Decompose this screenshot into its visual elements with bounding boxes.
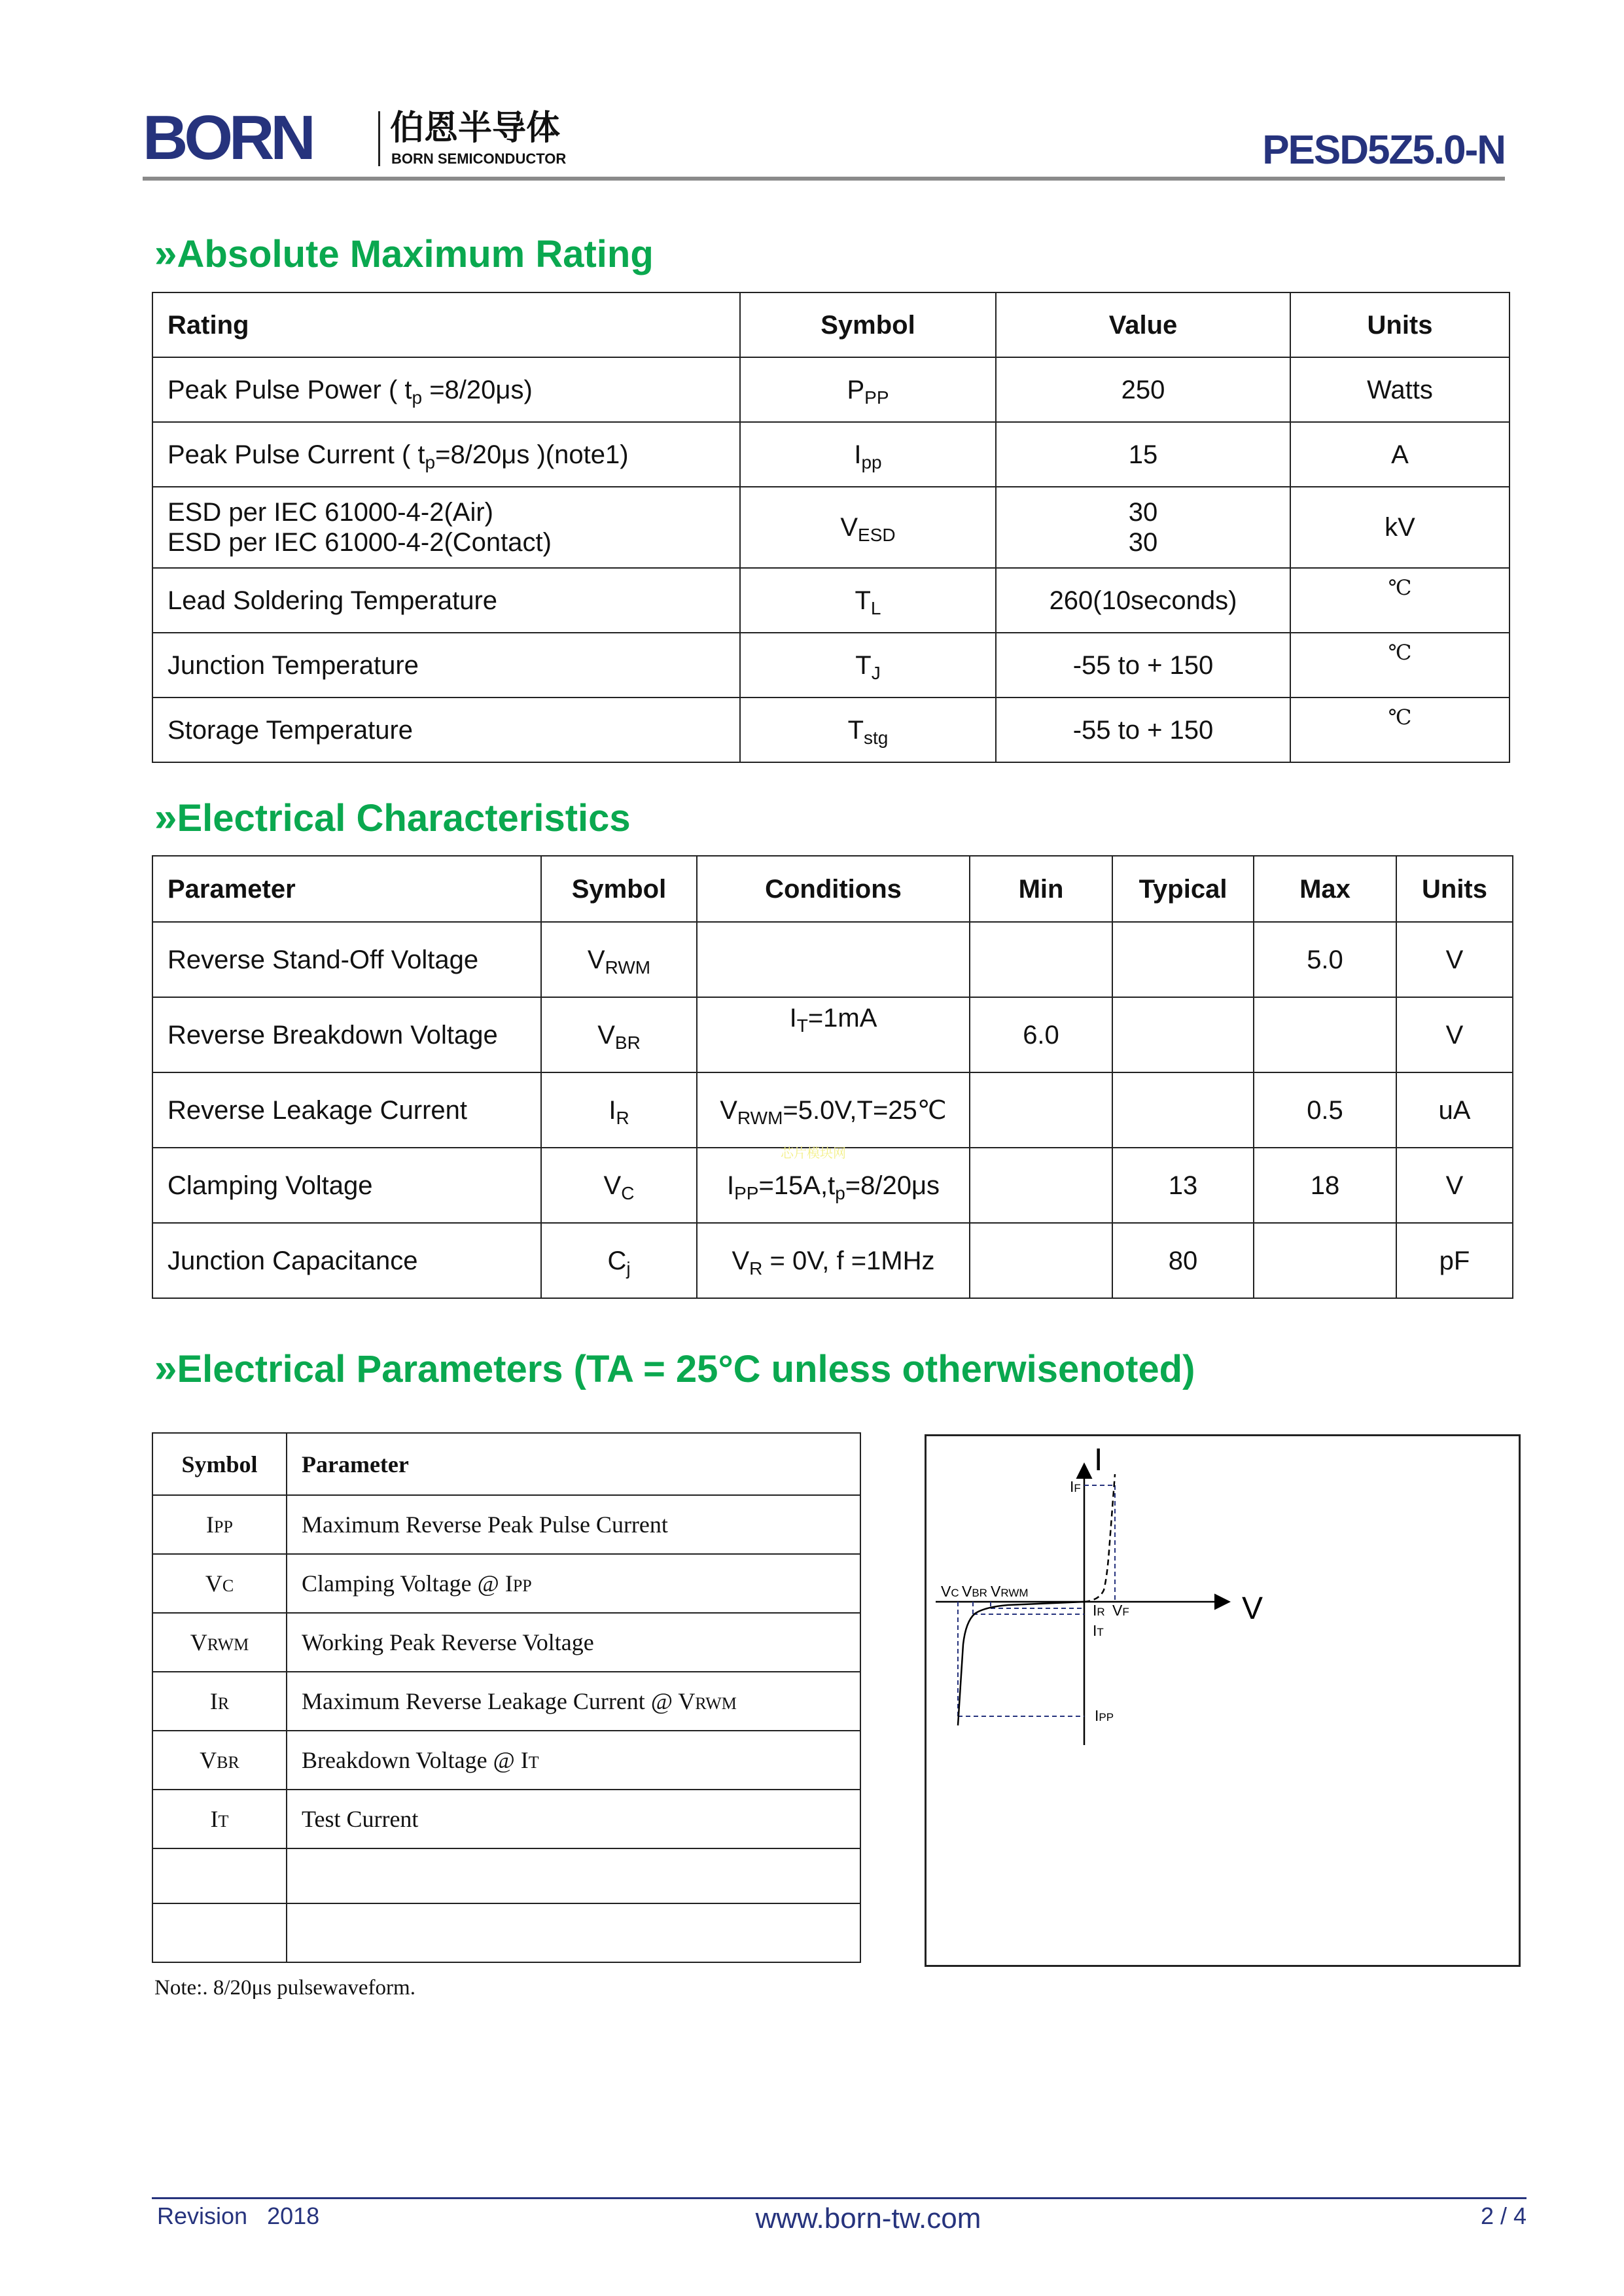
cell-text: =5.0V,T=25℃ [783,1095,947,1125]
label-if: IF [1070,1478,1081,1495]
column-header: Value [996,292,1290,357]
table-cell [287,1848,860,1903]
cell-text: 13 [1168,1171,1198,1200]
cell-text: uA [1438,1095,1471,1125]
table-cell [1396,1148,1513,1223]
table-row [152,1848,860,1903]
cell-text: ℃ [1388,640,1412,665]
cell-text: Working Peak Reverse Voltage [302,1629,594,1655]
table-row [152,997,1513,1072]
table-cell [740,568,996,633]
header-row [152,292,1509,357]
table-cell [1112,997,1254,1072]
section-title-text: Electrical Characteristics [177,797,631,839]
cell-text: ℃ [1388,575,1412,600]
table-cell [740,357,996,422]
table-cell [1290,568,1509,633]
column-header: Symbol [740,292,996,357]
website-link[interactable]: www.born-tw.com [755,2202,981,2234]
cell-text: Junction Capacitance [168,1246,418,1275]
table-cell [287,1731,860,1790]
table-row [152,357,1509,422]
table-cell [152,487,740,568]
header-row [152,1433,860,1495]
table-cell [152,1903,287,1962]
cell-text: 30 [1128,528,1158,557]
table-cell [996,698,1290,762]
cell-text: Reverse Leakage Current [168,1095,468,1125]
forward-curve [1084,1474,1115,1602]
table-cell [541,922,697,997]
cell-text: V [587,945,605,974]
table-cell [1290,633,1509,698]
table-cell [996,357,1290,422]
cell-text: Clamping Voltage [168,1171,373,1200]
table-row [152,568,1509,633]
table-row [152,633,1509,698]
table-cell [996,487,1290,568]
table-cell [1396,1072,1513,1148]
table-cell [1254,1148,1396,1223]
cell-text: Reverse Stand-Off Voltage [168,945,479,974]
table-cell [152,1223,541,1298]
table-row [152,1790,860,1848]
section-elec-param-title [154,1345,1195,1392]
table-row [152,698,1509,762]
label-it: IT [1093,1622,1104,1639]
table-cell [287,1554,860,1613]
table-cell [541,1148,697,1223]
table-cell [1254,1072,1396,1148]
cell-text: kV [1385,513,1415,542]
cell-text: Test Current [302,1806,419,1832]
subscript: p [425,451,436,472]
table-row [152,1731,860,1790]
cell-text: Maximum Reverse Peak Pulse Current [302,1511,668,1538]
cell-text: I [726,1171,735,1200]
cell-text: 18 [1310,1171,1340,1200]
subscript: T [528,1753,539,1772]
cell-text: V [205,1570,222,1597]
column-header: Units [1396,856,1513,922]
cell-text: Peak Pulse Power ( t [168,375,412,404]
cell-text: -55 to + 150 [1072,650,1214,680]
cell-text: I [210,1806,219,1832]
column-header: Max [1254,856,1396,922]
cell-text: Clamping Voltage @ I [302,1570,513,1597]
table-cell [996,633,1290,698]
table-cell [152,922,541,997]
cell-text: V [1445,1171,1464,1200]
table-cell [152,357,740,422]
table-row [152,1495,860,1554]
cell-text: 6.0 [1023,1020,1059,1050]
cell-text: Reverse Breakdown Voltage [168,1020,498,1050]
cell-text: Maximum Reverse Leakage Current @ V [302,1688,696,1714]
column-header: Parameter [152,856,541,922]
cell-text: 30 [1128,498,1158,527]
table-cell [152,1495,287,1554]
subscript: PP [512,1576,532,1595]
table-cell [1254,997,1396,1072]
subscript: PP [214,1517,233,1536]
subscript: j [626,1258,631,1279]
table-cell [1112,1223,1254,1298]
table-row [152,1072,1513,1148]
page-number: 2 / 4 [1480,2202,1527,2229]
table-cell [740,633,996,698]
subscript: ESD [858,525,896,545]
table-row [152,1903,860,1962]
column-header: Conditions [697,856,970,922]
subscript: C [222,1576,234,1595]
column-header: Units [1290,292,1509,357]
column-header: Min [970,856,1112,922]
cell-text: V [1445,1020,1464,1050]
cell-text: =1mA [807,1004,877,1033]
table-row [152,1554,860,1613]
label-vc: VC [941,1583,959,1600]
parameter-definitions-table [152,1432,861,1963]
cell-text: 80 [1168,1246,1198,1275]
table-cell [1396,1223,1513,1298]
table-cell [152,568,740,633]
cell-text: A [1391,440,1409,469]
table-cell [697,1223,970,1298]
table-cell [996,568,1290,633]
header-divider [143,177,1505,181]
cell-text: V [190,1629,207,1655]
cell-text: Breakdown Voltage @ I [302,1747,529,1773]
cell-text: ESD per IEC 61000-4-2(Air) [168,498,493,527]
subscript: RWM [605,957,651,978]
table-cell [152,633,740,698]
label-ipp: IPP [1095,1707,1114,1724]
table-cell [1396,997,1513,1072]
header-row [152,856,1513,922]
table-cell [1112,1072,1254,1148]
table-cell [152,1731,287,1790]
table-cell [287,1790,860,1848]
logo-chinese: 伯恩半导体 [390,109,561,147]
cell-text: 0.5 [1307,1095,1343,1125]
subscript: C [621,1182,635,1203]
column-header: Rating [152,292,740,357]
cell-text: V [720,1095,737,1125]
section-title-text: Electrical Parameters (TA = 25°C unless otherwisenoted) [177,1348,1195,1390]
table-cell [287,1903,860,1962]
table-cell [287,1495,860,1554]
subscript: J [871,662,881,683]
table-row [152,487,1509,568]
cell-text: V [603,1171,622,1200]
column-header: Typical [1112,856,1254,922]
subscript: T [796,1016,808,1036]
subscript: RWM [695,1694,737,1713]
cell-text: V [1445,945,1464,974]
footer-divider [152,2197,1527,2199]
cell-text: 15 [1128,440,1158,469]
table-cell [287,1613,860,1672]
chevron-icon: » [154,231,177,276]
cell-text: =8/20μs [845,1171,940,1200]
column-header: Symbol [541,856,697,922]
table-cell [970,1148,1112,1223]
logo-english: BORN SEMICONDUCTOR [391,150,567,167]
subscript: RWM [737,1107,783,1128]
electrical-characteristics-table [152,855,1513,1299]
table-row [152,1223,1513,1298]
cell-text: T [855,650,872,680]
table-cell [152,1554,287,1613]
axis-i-label: I [1094,1443,1103,1477]
absolute-max-table [152,292,1510,763]
table-cell [541,1223,697,1298]
table-cell [541,997,697,1072]
table-cell [740,422,996,487]
table-cell [152,1148,541,1223]
label-vf: VF [1112,1602,1129,1619]
cell-text: I [854,440,862,469]
table-cell [152,1672,287,1731]
section-abs-max-title [154,230,654,277]
note: Note:. 8/20μs pulsewaveform. [154,1976,415,2000]
cell-text: = 0V, f =1MHz [762,1246,935,1275]
revision: Revision 2018 [157,2202,320,2229]
cell-text: 250 [1121,375,1165,404]
cell-text: =8/20μs) [422,375,533,404]
logo: BORN [143,103,312,173]
cell-text: ESD per IEC 61000-4-2(Contact) [168,528,552,557]
subscript: p [412,387,423,408]
cell-text: T [855,586,871,615]
table-cell [1290,422,1509,487]
subscript: T [218,1812,229,1831]
label-vbr: VBR [962,1583,987,1600]
table-cell [1290,487,1509,568]
table-cell [1396,922,1513,997]
table-cell [1254,1223,1396,1298]
subscript: stg [864,727,889,748]
subscript: R [616,1107,629,1128]
table-cell [697,997,970,1072]
subscript: p [835,1182,845,1203]
table-row [152,922,1513,997]
cell-text: 260(10seconds) [1049,586,1237,615]
cell-text: =15A,t [758,1171,836,1200]
table-cell [152,698,740,762]
cell-text: ℃ [1388,705,1412,730]
cell-text: T [847,715,864,745]
cell-text: I [789,1004,797,1033]
table-cell [697,1072,970,1148]
part-number: PESD5Z5.0-N [1262,128,1505,173]
cell-text: V [732,1246,750,1275]
table-cell [152,1072,541,1148]
cell-text: V [840,513,858,542]
subscript: pp [861,451,882,472]
table-cell [970,1072,1112,1148]
cell-text: I [209,1688,218,1714]
subscript: BR [614,1032,641,1053]
table-cell [1290,357,1509,422]
cell-text: Peak Pulse Current ( t [168,440,425,469]
table-cell [152,1848,287,1903]
cell-text: Lead Soldering Temperature [168,586,498,615]
table-cell [1112,922,1254,997]
section-title-text: Absolute Maximum Rating [177,233,654,275]
cell-text: pF [1439,1246,1470,1275]
table-cell [1254,922,1396,997]
table-row [152,1613,860,1672]
chevron-icon: » [154,795,177,840]
cell-text: C [607,1246,627,1275]
watermark: 芯片模块网 [781,1146,846,1161]
table-cell [970,997,1112,1072]
cell-text: 5.0 [1307,945,1343,974]
reverse-curve [958,1602,1084,1725]
cell-text: =8/20μs )(note1) [435,440,629,469]
table-cell [541,1072,697,1148]
table-row [152,422,1509,487]
table-cell [152,997,541,1072]
cell-text: -55 to + 150 [1072,715,1214,745]
table-cell [1290,698,1509,762]
reference-dashed-lines [958,1485,1115,1716]
cell-text: I [609,1095,616,1125]
label-ir: IR [1093,1602,1105,1619]
table-cell [697,922,970,997]
subscript: RWM [207,1635,249,1654]
table-cell [152,1613,287,1672]
table-cell [287,1672,860,1731]
table-row [152,1672,860,1731]
cell-text: Storage Temperature [168,715,414,745]
table-cell [996,422,1290,487]
cell-text: V [597,1020,615,1050]
cell-text: P [847,375,865,404]
cell-text: V [200,1747,217,1773]
subscript: R [749,1258,763,1279]
subscript: R [217,1694,230,1713]
subscript: PP [734,1182,759,1203]
table-cell [970,1223,1112,1298]
column-header: Symbol [152,1433,287,1495]
cell-text: Junction Temperature [168,650,419,680]
subscript: L [870,597,881,618]
section-elec-char-title [154,794,631,841]
table-cell [740,698,996,762]
table-cell [1112,1148,1254,1223]
table-cell [152,1790,287,1848]
logo-divider [378,111,380,166]
subscript: BR [217,1753,239,1772]
subscript: PP [864,387,889,408]
table-cell [152,422,740,487]
axis-v-label: V [1242,1591,1263,1626]
label-vrwm: VRWM [991,1583,1029,1600]
chevron-icon: » [154,1346,177,1391]
cell-text: Watts [1367,375,1433,404]
iv-characteristic-diagram [925,1434,1521,1967]
column-header: Parameter [287,1433,860,1495]
cell-text: I [206,1511,215,1538]
table-cell [970,922,1112,997]
table-cell [740,487,996,568]
